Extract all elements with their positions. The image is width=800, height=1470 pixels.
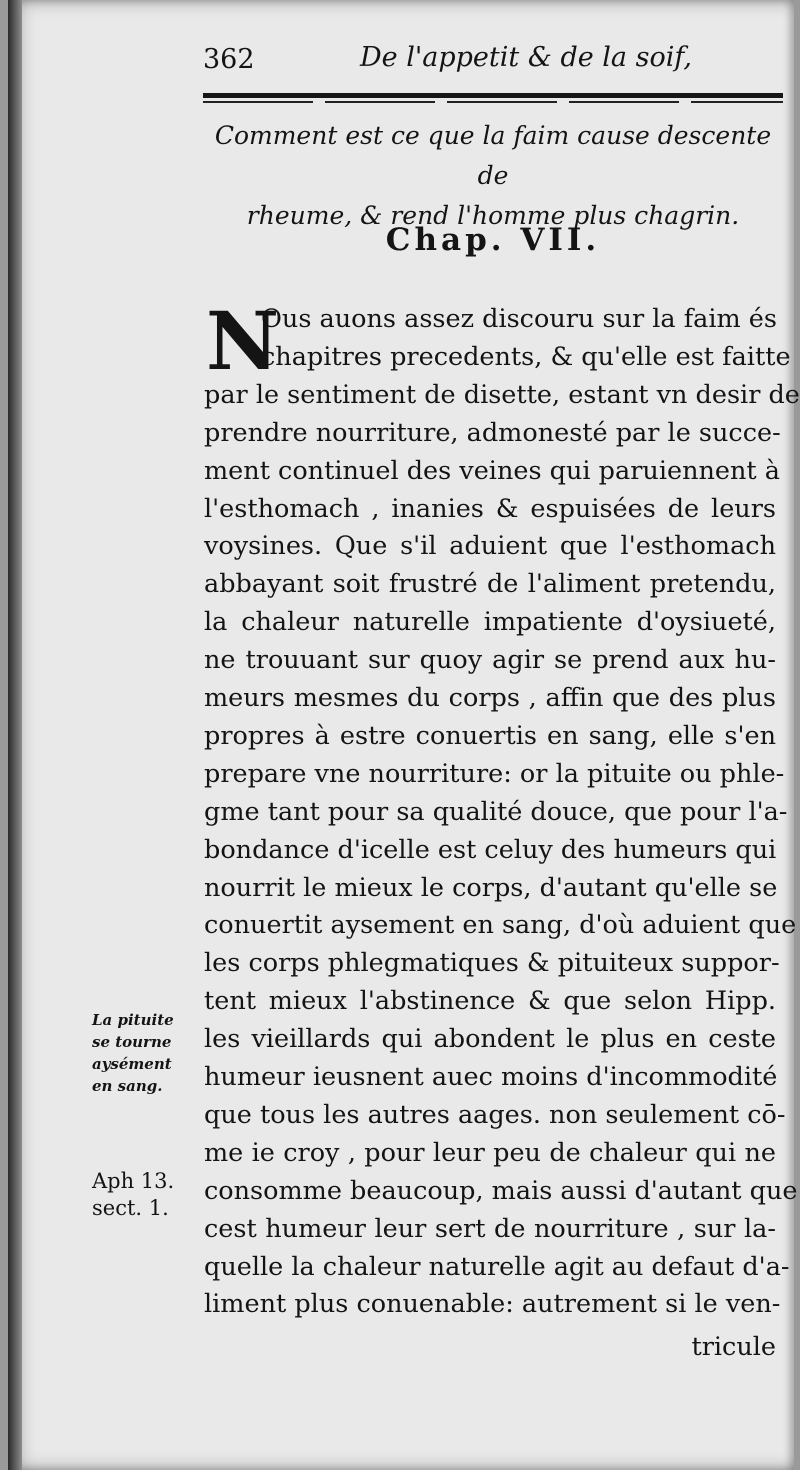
text-line: la chaleur naturelle impatiente d'oysiueté, [204, 607, 776, 638]
text-line: gme tant pour sa qualité douce, que pour l'a- [204, 796, 788, 827]
text-line: quelle la chaleur naturelle agit au defaut d'a- [204, 1251, 790, 1282]
text-line: les vieillards qui abondent le plus en ceste [204, 1024, 776, 1055]
text-line: Ous auons assez discouru sur la faim és [261, 304, 777, 334]
margin-reference [92, 1168, 202, 1222]
margin-note-line-1: La pituite [92, 1011, 174, 1029]
text-line: les corps phlegmatiques & pituiteux suppor- [204, 948, 780, 979]
text-line: nourrit le mieux le corps, d'autant qu'elle se [204, 872, 778, 903]
margin-note-line-3: aysément [92, 1055, 172, 1073]
text-line: ment continuel des veines qui paruiennent à [204, 455, 780, 486]
header-rule [203, 93, 783, 98]
text-line: me ie croy , pour leur peu de chaleur qui ne [204, 1137, 776, 1168]
text-line: cest humeur leur sert de nourriture , sur la- [204, 1213, 776, 1244]
margin-ref-line-2: sect. 1. [92, 1196, 169, 1220]
catchword: tricule [691, 1332, 776, 1362]
margin-ref-line-1: Aph 13. [92, 1169, 175, 1193]
text-line: liment plus conuenable: autrement si le ven- [204, 1289, 781, 1320]
running-head: De l'appetit & de la soif, [360, 42, 692, 73]
section-title [203, 116, 783, 236]
page-number: 362 [203, 44, 255, 75]
text-line: voysines. Que s'il aduient que l'esthomach [204, 531, 776, 562]
text-line: par le sentiment de disette, estant vn desir de [204, 379, 800, 410]
margin-note [92, 1009, 202, 1097]
margin-note-line-2: se tourne [92, 1033, 172, 1051]
text-line: humeur ieusnent auec moins d'incommodité [204, 1062, 778, 1092]
text-line: l'esthomach , inanies & espuisées de leurs [204, 493, 776, 524]
text-line: ne trouuant sur quoy agir se prend aux hu- [204, 645, 776, 676]
text-line: propres à estre conuertis en sang, elle s'en [204, 720, 776, 751]
drop-capital: N [206, 294, 280, 388]
text-line: conuertit aysement en sang, d'où aduient que [204, 910, 797, 941]
chapter-heading: Chap. VII. [385, 222, 601, 258]
title-line-1: Comment est ce que la faim cause descente de [214, 121, 772, 190]
book-page [8, 0, 800, 1470]
text-line: abbayant soit frustré de l'aliment pretendu, [204, 569, 776, 600]
text-line: consomme beaucoup, mais aussi d'autant que [204, 1175, 798, 1206]
page-header [203, 42, 783, 82]
text-line: bondance d'icelle est celuy des humeurs qui [204, 834, 777, 865]
text-line: tent mieux l'abstinence & que selon Hipp. [204, 986, 776, 1017]
text-line: que tous les autres aages. non seulement cō- [204, 1099, 786, 1130]
margin-note-line-4: en sang. [92, 1077, 163, 1095]
title-line-2: rheume, & rend l'homme plus chagrin. [246, 201, 740, 230]
text-line: chapitres precedents, & qu'elle est faitte [261, 341, 791, 372]
text-line: prepare vne nourriture: or la pituite ou phle- [204, 758, 785, 789]
page-gutter-shadow [8, 0, 22, 1470]
text-line: meurs mesmes du corps , affin que des plus [204, 683, 776, 713]
text-line: prendre nourriture, admonesté par le succe- [204, 417, 781, 448]
